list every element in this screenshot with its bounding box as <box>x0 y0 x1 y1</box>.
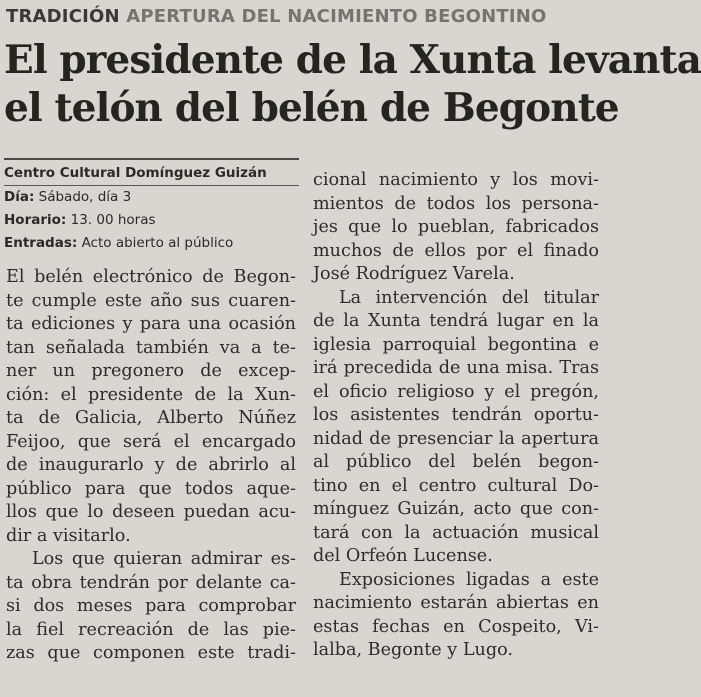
headline-line: el telón del belén de Begonte <box>4 85 619 131</box>
body-line: Exposiciones ligadas a este <box>339 569 599 590</box>
info-venue: Centro Cultural Domínguez Guizán <box>4 165 267 181</box>
body-line: ner un pregonero de excep- <box>6 361 296 381</box>
body-line: iglesia parroquial begontina e <box>313 334 599 355</box>
info-value: Sábado, día 3 <box>38 189 132 205</box>
body-line: ta obra tendrán por delante ca- <box>6 572 296 593</box>
body-column-right <box>313 169 599 663</box>
body-line: el oficio religioso y el pregón, <box>313 381 599 402</box>
body-line: ta de Galicia, Alberto Núñez <box>6 408 296 428</box>
body-line: nidad de presenciar la apertura <box>313 428 599 449</box>
body-line: te cumple este año sus cuaren- <box>6 290 296 311</box>
body-line: nacimiento estarán abiertas en <box>313 593 599 613</box>
body-line: zas que componen este tradi- <box>6 643 296 663</box>
event-info-box <box>4 158 299 255</box>
info-label: Entradas: <box>4 235 78 251</box>
body-line: los asistentes tendrán oportu- <box>313 405 599 425</box>
info-row-entry <box>4 232 299 255</box>
body-line: la fiel recreación de las pie- <box>6 619 296 640</box>
body-line: jes que lo pueblan, fabricados <box>313 217 599 237</box>
body-column-left <box>6 266 296 666</box>
info-value: Acto abierto al público <box>81 235 234 251</box>
body-line: de la Xunta tendrá lugar en la <box>313 311 599 331</box>
body-line: El belén electrónico de Begon- <box>6 267 296 287</box>
info-label: Horario: <box>4 212 67 228</box>
info-top-rule <box>4 158 299 160</box>
body-line: ción: el presidente de la Xun- <box>6 384 296 405</box>
body-line: lalba, Begonte y Lugo. <box>313 640 513 660</box>
body-line: si dos meses para comprobar <box>6 596 296 616</box>
body-line: al público del belén begon- <box>313 452 599 472</box>
body-line: irá precedida de una misa. Tras <box>313 358 599 378</box>
section-kicker <box>6 6 546 27</box>
body-line: mínguez Guizán, acto que con- <box>313 499 599 519</box>
body-line: tino en el centro cultural Do- <box>313 475 599 496</box>
info-value: 13. 00 horas <box>70 212 156 228</box>
body-line: La intervención del titular <box>339 287 599 308</box>
body-line: muchos de ellos por el finado <box>313 240 599 261</box>
body-line: del Orfeón Lucense. <box>313 546 493 566</box>
body-line: Feijoo, que será el encargado <box>6 431 296 452</box>
info-row-day <box>4 186 299 209</box>
body-line: José Rodríguez Varela. <box>313 264 515 284</box>
body-line: cional nacimiento y los movi- <box>313 170 599 190</box>
body-line: mientos de todos los persona- <box>313 193 599 214</box>
body-line: de inaugurarlo y de abrirlo al <box>6 455 296 475</box>
body-line: llos que lo deseen puedan acu- <box>6 502 296 522</box>
kicker-topic: APERTURA DEL NACIMIENTO BEGONTINO <box>126 6 547 27</box>
headline <box>4 36 701 132</box>
body-line: dir a visitarlo. <box>6 525 131 546</box>
body-line: ta ediciones y para una ocasión <box>6 314 296 334</box>
body-line: tan señalada también va a te- <box>6 337 296 358</box>
headline-line: El presidente de la Xunta levanta <box>4 37 701 83</box>
body-line: Los que quieran admirar es- <box>32 549 296 569</box>
body-line: público para que todos aque- <box>6 478 296 499</box>
kicker-section: TRADICIÓN <box>6 6 120 27</box>
info-row-time <box>4 209 299 232</box>
info-label: Día: <box>4 189 35 205</box>
body-line: estas fechas en Cospeito, Vi- <box>313 616 599 637</box>
body-line: tará con la actuación musical <box>313 522 599 543</box>
